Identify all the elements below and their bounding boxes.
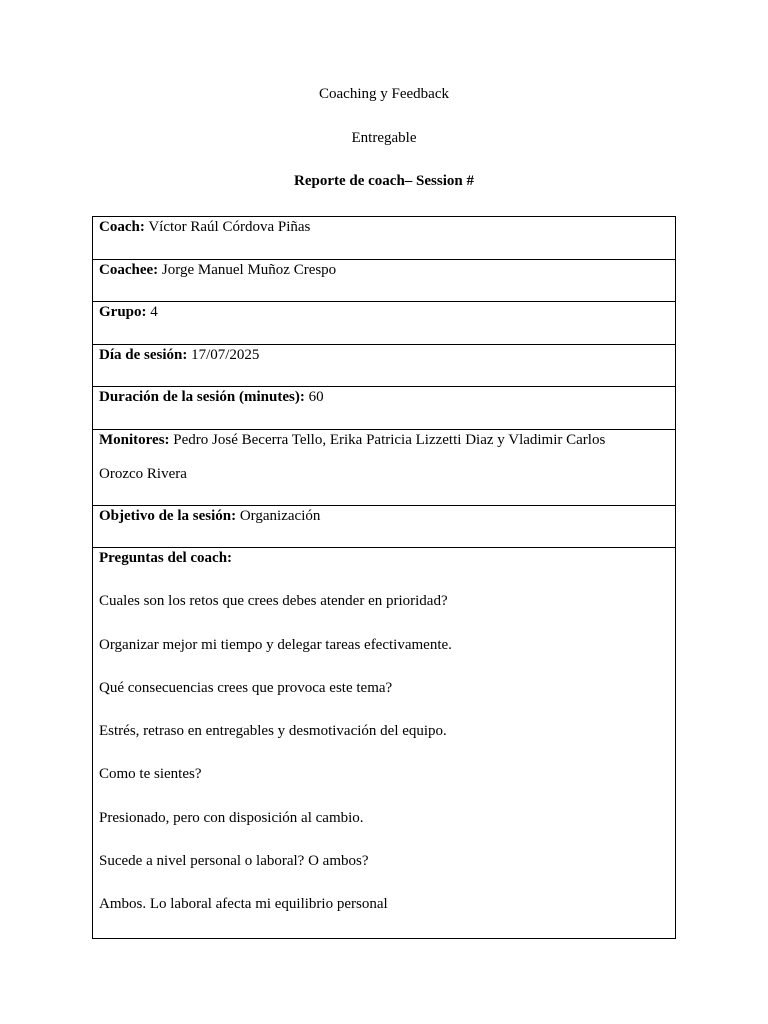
duracion-label: Duración de la sesión (minutes): <box>99 389 305 405</box>
grupo-label: Grupo: <box>99 304 147 320</box>
dia-value: 17/07/2025 <box>191 347 260 363</box>
preguntas-line: Ambos. Lo laboral afecta mi equilibrio personal <box>99 896 388 913</box>
coach-label: Coach: <box>99 219 145 235</box>
objetivo-row <box>93 506 676 548</box>
monitores-value-line2: Orozco Rivera <box>99 466 187 482</box>
coachee-label: Coachee: <box>99 262 159 278</box>
coach-row <box>93 217 676 260</box>
preguntas-row <box>93 548 676 939</box>
dia-row <box>93 345 676 387</box>
grupo-row <box>93 302 676 345</box>
preguntas-line: Estrés, retraso en entregables y desmotivación del equipo. <box>99 723 447 740</box>
preguntas-line: Qué consecuencias crees que provoca este tema? <box>99 679 393 696</box>
report-title: Reporte de coach– Session # <box>294 173 474 189</box>
grupo-value: 4 <box>150 304 158 320</box>
preguntas-line: Sucede a nivel personal o laboral? O ambos? <box>99 853 369 870</box>
duracion-row <box>93 387 676 430</box>
coachee-row <box>93 260 676 302</box>
objetivo-label: Objetivo de la sesión: <box>99 508 237 524</box>
document-title: Coaching y Feedback <box>319 86 449 102</box>
preguntas-label: Preguntas del coach: <box>99 550 233 566</box>
preguntas-line: Organizar mejor mi tiempo y delegar tareas efectivamente. <box>99 636 452 653</box>
report-table <box>92 216 676 939</box>
dia-label: Día de sesión: <box>99 347 188 363</box>
coach-value: Víctor Raúl Córdova Piñas <box>148 219 311 235</box>
monitores-value-line1: Pedro José Becerra Tello, Erika Patricia Lizzetti Diaz y Vladimir Carlos <box>173 432 606 448</box>
coachee-value: Jorge Manuel Muñoz Crespo <box>161 262 337 278</box>
objetivo-value: Organización <box>239 508 321 524</box>
monitores-label: Monitores: <box>99 432 170 448</box>
preguntas-line: Cuales son los retos que crees debes atender en prioridad? <box>99 593 448 610</box>
preguntas-line: Presionado, pero con disposición al cambio. <box>99 809 364 826</box>
preguntas-line: Como te sientes? <box>99 766 202 783</box>
document-subtitle: Entregable <box>351 130 417 146</box>
duracion-value: 60 <box>308 389 324 405</box>
monitores-row <box>93 430 676 506</box>
